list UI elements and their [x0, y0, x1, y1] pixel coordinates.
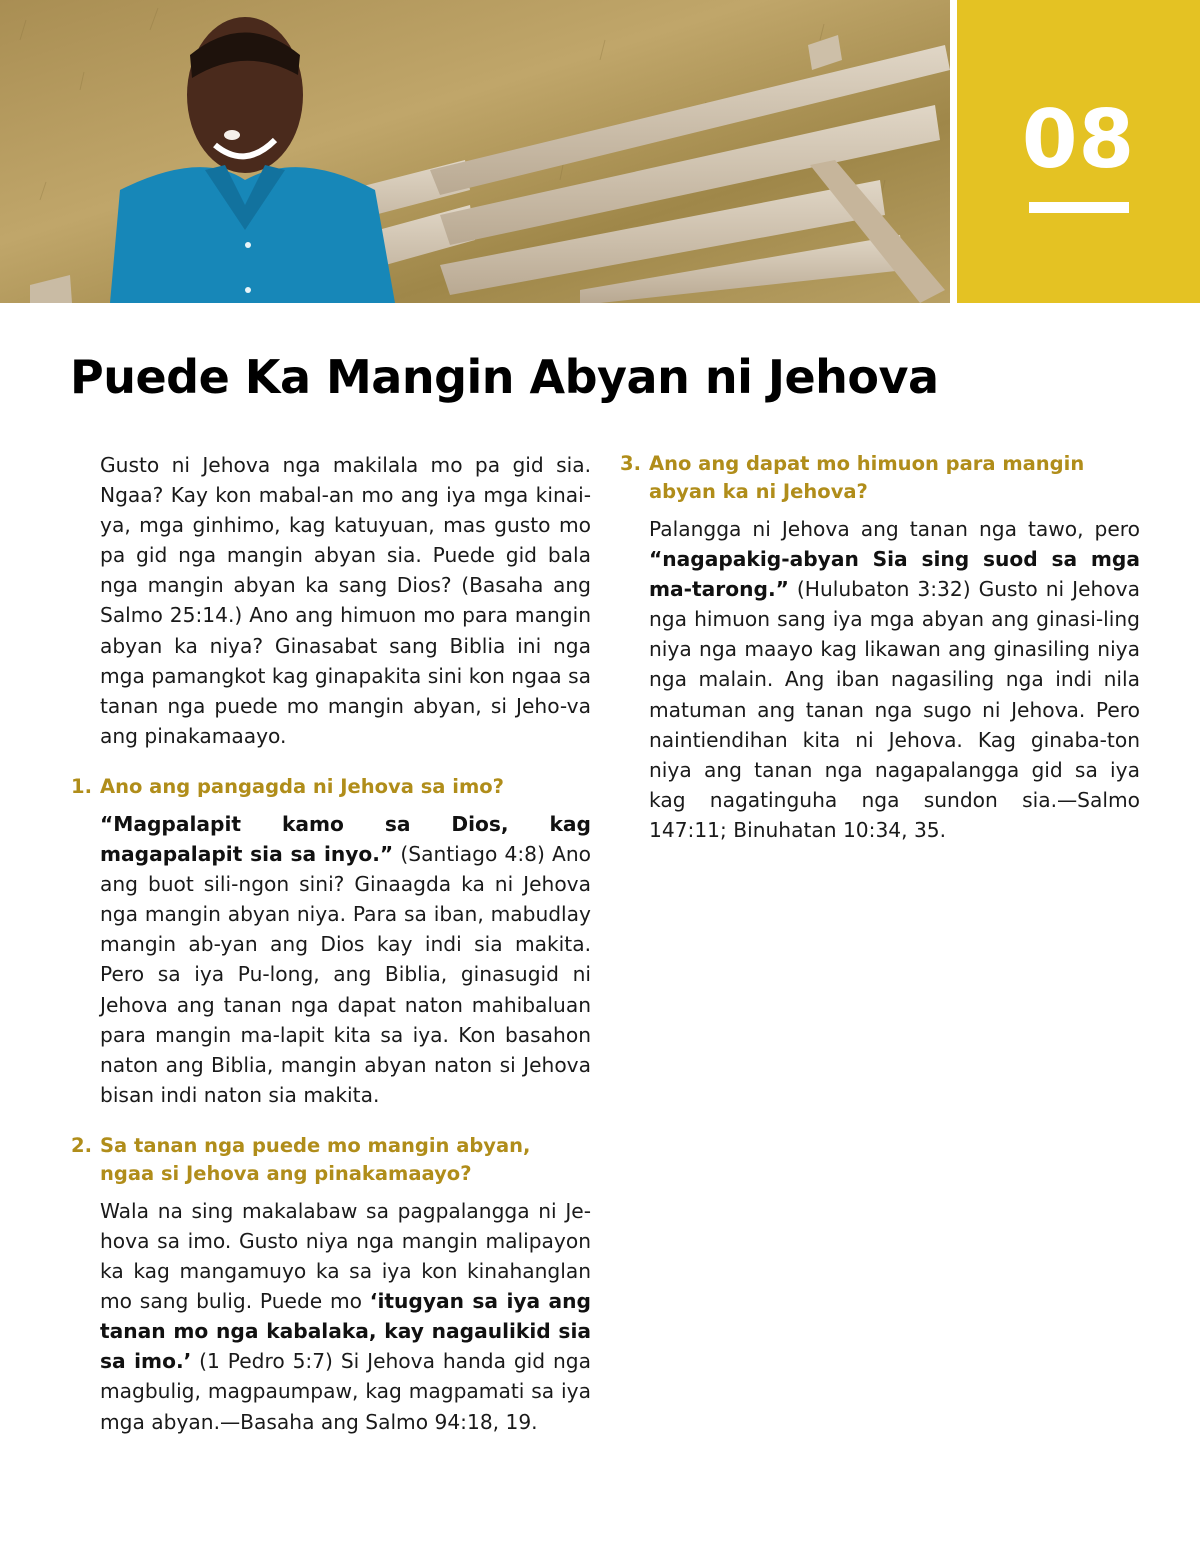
question-2 — [71, 1132, 591, 1188]
question-text-line1: Ano ang dapat mo himuon para mangin — [649, 452, 1085, 475]
question-text-line2: abyan ka ni Jehova? — [649, 480, 868, 503]
scripture-quote: ‘itugyan sa iya ang tanan mo nga kabalaka, kay nagaulikid sia sa imo.’ — [100, 1289, 591, 1374]
question-text-line1: Sa tanan nga puede mo mangin abyan, — [100, 1133, 531, 1157]
answer-2 — [100, 1196, 591, 1437]
question-text: Ano ang pangagda ni Jehova sa imo? — [100, 774, 504, 798]
answer-text-after: (1 Pedro 5:7) Si Jehova handa gid nga magbulig, magpaumpaw, kag magpamati sa iya mga abyan.—Basaha ang Salmo 94:18, 19. — [100, 1349, 591, 1434]
question-number: 3. — [620, 452, 641, 475]
scripture-quote: “Magpalapit kamo sa Dios, kag magapalapit sia sa inyo.” — [100, 811, 591, 867]
answer-text: (Santiago 4:8) Ano ang buot sili-ngon sini? Ginaagda ka ni Jehova nga mangin abyan niya. Para sa iban, mabudlay mangin ab-yan ang Dios kay indi sia makita. Pero sa iya Pu-long, ang Biblia, ginasugid ni Jehova ang tanan nga dapat naton mahibaluan para mangin ma-lapit kita sa iya. Kon basahon naton ang Biblia, mangin abyan naton si Jehova bisan indi naton sia makita. — [100, 842, 591, 1107]
scripture-quote: “nagapakig-abyan Sia sing suod sa mga ma-tarong.” — [649, 547, 1140, 602]
answer-3 — [649, 514, 1140, 845]
chapter-underline — [1029, 202, 1129, 213]
answer-1 — [100, 809, 591, 1110]
question-3 — [620, 450, 1140, 506]
header-photo — [0, 0, 950, 303]
chapter-number: 08 — [1021, 93, 1136, 186]
answer-text-before: Palangga ni Jehova ang tanan nga tawo, pero — [649, 517, 1140, 541]
photo-illustration — [0, 0, 950, 303]
intro-paragraph: Gusto ni Jehova nga makilala mo pa gid sia. Ngaa? Kay kon mabal-an mo ang iya mga kinai-ya, mga ginhimo, kag katuyuan, mas gusto mo pa gid nga mangin abyan sia. Puede gid bala nga mangin abyan ka sang Dios? (Basaha ang Salmo 25:14.) Ano ang himuon mo para mangin abyan ka niya? Ginasabat sang Biblia ini nga mga pamangkot kag ginapakita sini kon ngaa sa tanan nga puede mo mangin abyan, si Jeho-va ang pinakamaayo. — [100, 453, 591, 748]
left-column — [71, 450, 591, 1437]
answer-text-after: (Hulubaton 3:32) Gusto ni Jehova nga himuon sang iya mga abyan ang ginasi-ling niya nga maayo kag likawan ang ginasiling niya nga malain. Ang iban nagasiling nga indi nila matuman ang tanan nga sugo ni Jehova. Pero naintiendihan kita ni Jehova. Kag ginaba-ton niya ang tanan nga nagapalangga gid sa iya kag nagatinguha nga sundon sia.—Salmo 147:11; Binuhatan 10:34, 35. — [649, 577, 1140, 842]
question-text-line2: ngaa si Jehova ang pinakamaayo? — [100, 1161, 472, 1185]
question-number: 2. — [71, 1133, 92, 1157]
answer-text-before: Wala na sing makalabaw sa pagpalangga ni Je-hova sa imo. Gusto niya nga mangin malipayon ka kag mangamuyo ka sa iya kon kinahanglan mo sang bulig. Puede mo — [100, 1198, 591, 1314]
question-number: 1. — [71, 774, 92, 798]
chapter-badge — [957, 0, 1200, 303]
right-column — [620, 450, 1140, 845]
page-title: Puede Ka Mangin Abyan ni Jehova — [70, 350, 939, 404]
question-1 — [71, 773, 591, 801]
